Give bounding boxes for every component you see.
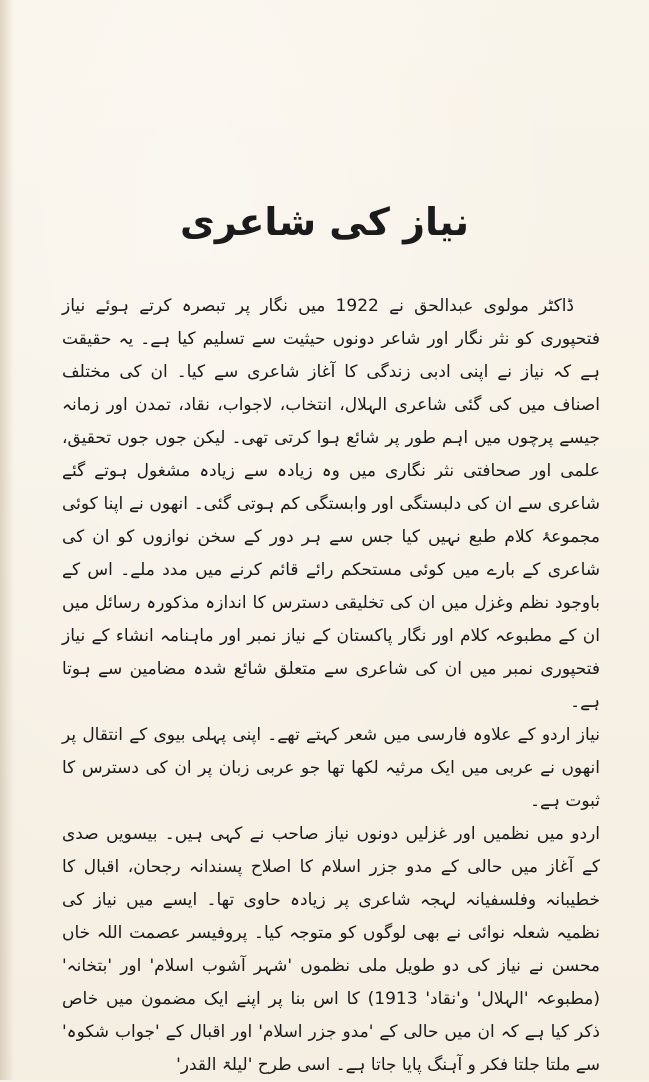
- paragraph-2: نیاز اردو کے علاوہ فارسی میں شعر کہتے تھے۔ اپنی پہلی بیوی کے انتقال پر انھوں نے عربی میں ایک مرثیہ لکھا تھا جو عربی زبان پر ان کی دسترس کا ثبوت ہے۔: [62, 725, 600, 811]
- paragraph-3: اردو میں نظمیں اور غزلیں دونوں نیاز صاحب نے کہی ہیں۔ بیسویں صدی کے آغاز میں حالی کے مدو جزر اسلام کا اصلاح پسندانہ رجحان، اقبال کا خطیبانہ وفلسفیانہ لہجہ شاعری پر زیادہ حاوی تھا۔ ایسے میں نیاز کی نظمیہ شعلہ نوائی نے بھی لوگوں کو متوجہ کیا۔ پروفیسر عصمت اللہ خاں محسن نے نیاز کی دو طویل ملی نظموں 'شہر آشوب اسلام' اور 'بتخانہ' (مطبوعہ 'الہلال' و'نقاد' 1913) کا اس بنا پر اپنے ایک مضمون میں خاص ذکر کیا ہے کہ ان میں حالی کے 'مدو جزر اسلام' اور اقبال کے 'جواب شکوہ' سے ملتا جلتا فکر و آہنگ پایا جاتا ہے۔ اسی طرح 'لیلۃ القدر': [62, 824, 600, 1075]
- chapter-title: نیاز کی شاعری: [180, 200, 469, 244]
- paragraph-1: ڈاکٹر مولوی عبدالحق نے 1922 میں نگار پر تبصرہ کرتے ہوئے نیاز فتحپوری کو نثر نگار اور شاعر دونوں حیثیت سے تسلیم کیا ہے۔ یہ حقیقت ہے کہ نیاز نے اپنی ادبی زندگی کا آغاز شاعری سے کیا۔ ان کی مختلف اصناف میں کی گئی شاعری الہلال، انتخاب، لاجواب، نقاد، تمدن اور زمانہ جیسے پرچوں میں اہم طور پر شائع ہوا کرتی تھی۔ لیکن جوں جوں تحقیق، علمی اور صحافتی نثر نگاری میں وہ زیادہ سے زیادہ مشغول ہوتے گئے شاعری سے ان کی دلبستگی اور وابستگی کم ہوتی گئی۔ انھوں نے اپنا کوئی مجموعۂ کلام طبع نہیں کیا جس سے ہر دور کے سخن نوازوں کو ان کی شاعری کے بارے میں کوئی مستحکم رائے قائم کرنے میں مدد ملے۔ اس کے باوجود نظم وغزل میں ان کی تخلیقی دسترس کا اندازہ مذکورہ رسائل میں ان کے مطبوعہ کلام اور نگار پاکستان کے نیاز نمبر اور ماہنامہ انشاء کے نیاز فتحپوری نمبر میں ان کی شاعری سے متعلق شائع شدہ مضامین سے ہوتا ہے۔: [62, 296, 600, 712]
- chapter-body: [62, 290, 600, 1082]
